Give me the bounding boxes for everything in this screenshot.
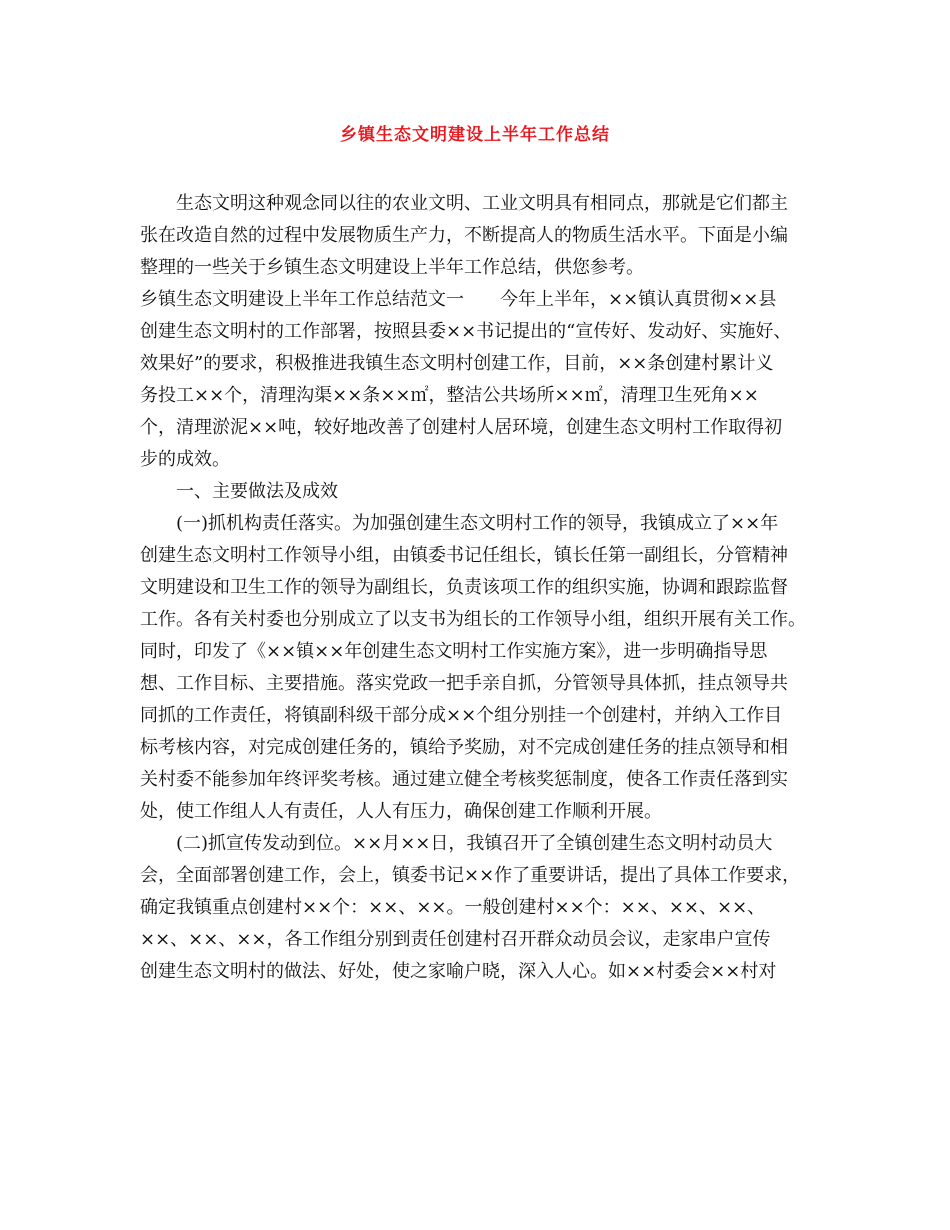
text-line: 同抓的工作责任，将镇副科级干部分成××个组分别挂一个创建村，并纳入工作目: [140, 705, 783, 726]
document-body: [140, 188, 820, 988]
text-line: 个，清理淤泥××吨，较好地改善了创建村人居环境，创建生态文明村工作取得初: [140, 417, 783, 438]
text-line: 工作。各有关村委也分别成立了以支书为组长的工作领导小组，组织开展有关工作。: [140, 609, 806, 630]
text-line: (二)抓宣传发动到位。××月××日，我镇召开了全镇创建生态文明村动员大: [176, 833, 773, 854]
text-line: 标考核内容，对完成创建任务的，镇给予奖励，对不完成创建任务的挂点领导和相: [140, 737, 788, 758]
text-line: 整理的一些关于乡镇生态文明建设上半年工作总结，供您参考。: [140, 257, 644, 278]
text-line: 步的成效。: [140, 449, 230, 470]
text-line: 同时，印发了《××镇××年创建生态文明村工作实施方案》，进一步明确指导思: [140, 641, 768, 662]
text-line: 创建生态文明村工作领导小组，由镇委书记任组长，镇长任第一副组长，分管精神: [140, 545, 788, 566]
text-line: 创建生态文明村的做法、好处，使之家喻户晓，深入人心。如××村委会××村对: [140, 961, 777, 982]
section-heading: 一、主要做法及成效: [176, 481, 338, 502]
text-line: 效果好”的要求，积极推进我镇生态文明村创建工作，目前，××条创建村累计义: [140, 353, 774, 374]
document-title: 乡镇生态文明建设上半年工作总结: [340, 125, 610, 145]
text-line: 创建生态文明村的工作部署，按照县委××书记提出的“宣传好、发动好、实施好、: [140, 321, 792, 342]
text-line: 乡镇生态文明建设上半年工作总结范文一 今年上半年，××镇认真贯彻××县: [140, 289, 777, 310]
text-line: 文明建设和卫生工作的领导为副组长，负责该项工作的组织实施，协调和跟踪监督: [140, 577, 788, 598]
text-line: (一)抓机构责任落实。为加强创建生态文明村工作的领导，我镇成立了××年: [176, 513, 779, 534]
text-line: 生态文明这种观念同以往的农业文明、工业文明具有相同点，那就是它们都主: [176, 193, 788, 214]
text-line: 想、工作目标、主要措施。落实党政一把手亲自抓，分管领导具体抓，挂点领导共: [140, 673, 788, 694]
text-line: 关村委不能参加年终评奖考核。通过建立健全考核奖惩制度，使各工作责任落到实: [140, 769, 788, 790]
text-line: 处，使工作组人人有责任，人人有压力，确保创建工作顺利开展。: [140, 801, 662, 822]
text-line: 会，全面部署创建工作，会上，镇委书记××作了重要讲话，提出了具体工作要求，: [140, 865, 801, 886]
text-line: 务投工××个，清理沟渠××条××㎡，整洁公共场所××㎡，清理卫生死角××: [140, 385, 759, 406]
text-line: ××、××、××，各工作组分别到责任创建村召开群众动员会议，走家串户宣传: [140, 929, 771, 950]
text-line: 确定我镇重点创建村××个：××、××。一般创建村××个：××、××、××、: [140, 897, 766, 918]
text-line: 张在改造自然的过程中发展物质生产力，不断提高人的物质生活水平。下面是小编: [140, 225, 788, 246]
